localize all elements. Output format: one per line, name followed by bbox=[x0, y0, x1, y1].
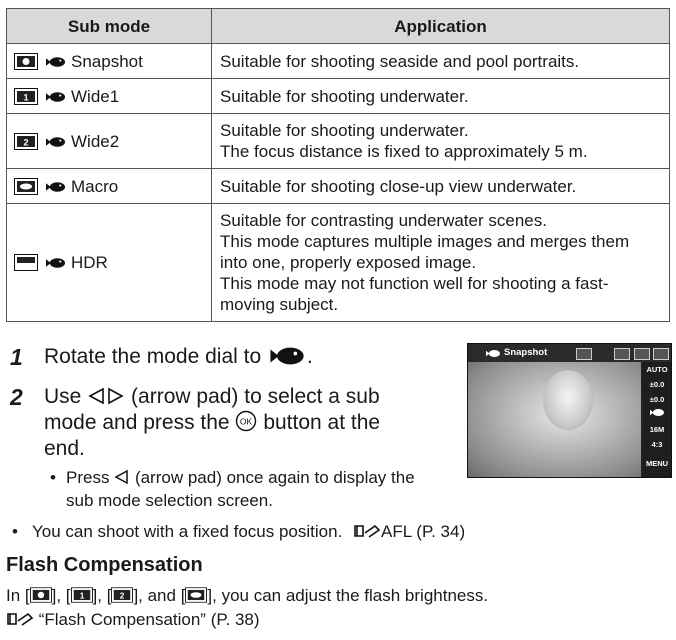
application-text: Suitable for contrasting underwater scenes. bbox=[220, 211, 547, 230]
exposure-comp-label: ±0.0 bbox=[649, 395, 665, 404]
table-row bbox=[7, 44, 670, 79]
screen-mode-title: Snapshot bbox=[504, 347, 548, 358]
wide1-mode-icon bbox=[634, 348, 650, 360]
screen-side-panel bbox=[643, 362, 671, 477]
step-number: 2 bbox=[10, 384, 23, 410]
preview-subject bbox=[543, 370, 593, 430]
section-heading: Flash Compensation bbox=[6, 554, 203, 576]
fish-icon bbox=[46, 257, 65, 269]
wide2-mode-icon bbox=[111, 587, 133, 603]
application-text: moving subject. bbox=[220, 295, 339, 314]
svg-text:1: 1 bbox=[23, 92, 29, 102]
wide2-mode-icon bbox=[653, 348, 669, 360]
step-text: Use bbox=[44, 385, 82, 408]
step-text: Rotate the mode dial to bbox=[44, 345, 262, 368]
application-text: This mode may not function well for shooting a fast- bbox=[220, 274, 609, 293]
ok-button-icon bbox=[235, 410, 257, 432]
header-sub-mode: Sub mode bbox=[7, 9, 212, 44]
reference-icon bbox=[6, 611, 34, 627]
fish-icon bbox=[46, 136, 65, 148]
step-text: (arrow pad) to select a sub bbox=[131, 385, 380, 408]
macro-mode-icon bbox=[185, 587, 207, 603]
mode-name: Wide1 bbox=[71, 86, 120, 106]
flash-comp-label: ±0.0 bbox=[649, 380, 665, 389]
mode-name: HDR bbox=[71, 253, 108, 272]
fish-icon bbox=[486, 349, 500, 358]
step-text: end. bbox=[44, 437, 85, 460]
fish-icon bbox=[46, 181, 65, 193]
fish-icon bbox=[643, 407, 671, 422]
mode-name: Snapshot bbox=[71, 51, 143, 71]
bullet-text: sub mode selection screen. bbox=[66, 491, 273, 510]
step-text: button at the bbox=[263, 411, 381, 434]
mode-name: Wide2 bbox=[71, 131, 120, 151]
application-text: Suitable for shooting underwater. bbox=[220, 86, 469, 106]
menu-label: MENU bbox=[645, 459, 669, 468]
reference-icon bbox=[353, 523, 381, 539]
snapshot-mode-icon bbox=[614, 348, 630, 360]
snapshot-mode-icon bbox=[30, 587, 52, 603]
wide1-mode-icon bbox=[71, 587, 93, 603]
flash-paragraph bbox=[6, 585, 488, 607]
mode-name: Macro bbox=[71, 176, 119, 196]
table-row bbox=[7, 204, 670, 322]
sub-mode-table bbox=[6, 8, 670, 322]
snapshot-mode-icon bbox=[14, 53, 38, 70]
svg-text:1: 1 bbox=[79, 591, 84, 601]
bullet-text: Press bbox=[66, 468, 110, 487]
table-row bbox=[7, 79, 670, 114]
svg-text:2: 2 bbox=[23, 137, 29, 147]
para-text: ], [ bbox=[51, 586, 71, 605]
flash-auto-label: AUTO bbox=[646, 365, 668, 374]
note-text: You can shoot with a fixed focus position. bbox=[32, 522, 343, 541]
hdr-mode-icon bbox=[576, 348, 592, 360]
camera-screen-illustration bbox=[467, 343, 672, 478]
bullet-text: (arrow pad) once again to display the bbox=[134, 468, 415, 487]
wide2-mode-icon bbox=[14, 133, 38, 150]
macro-mode-icon bbox=[14, 178, 38, 195]
wide1-mode-icon bbox=[14, 88, 38, 105]
svg-text:2: 2 bbox=[120, 591, 125, 601]
header-application: Application bbox=[212, 9, 670, 44]
table-row bbox=[7, 114, 670, 169]
screen-top-bar bbox=[468, 344, 671, 362]
application-text: Suitable for shooting seaside and pool portraits. bbox=[220, 51, 580, 71]
application-text: into one, properly exposed image. bbox=[220, 253, 477, 272]
step-number: 1 bbox=[10, 344, 23, 370]
application-text: Suitable for shooting underwater. bbox=[220, 121, 469, 140]
fish-icon bbox=[46, 91, 65, 103]
step-text: mode and press the bbox=[44, 411, 230, 434]
table-row bbox=[7, 169, 670, 204]
application-text: The focus distance is fixed to approximately 5 m. bbox=[220, 142, 588, 161]
para-text: ], you can adjust the flash brightness. bbox=[207, 586, 489, 605]
hdr-mode-icon bbox=[14, 254, 38, 271]
application-text: This mode captures multiple images and merges them bbox=[220, 232, 630, 251]
note-reference[interactable]: AFL (P. 34) bbox=[381, 522, 466, 541]
step-text-end: . bbox=[306, 345, 313, 368]
underwater-mode-icon bbox=[267, 346, 307, 366]
aspect-ratio-label: 4:3 bbox=[651, 440, 663, 449]
arrow-left-icon bbox=[114, 469, 130, 485]
para-text: ], and [ bbox=[133, 586, 186, 605]
flash-reference[interactable]: “Flash Compensation” (P. 38) bbox=[38, 610, 260, 629]
arrow-pad-left-right-icon bbox=[87, 387, 125, 405]
para-text: ], [ bbox=[92, 586, 112, 605]
fish-icon bbox=[46, 56, 65, 68]
image-size-label: 16M bbox=[649, 425, 665, 434]
svg-text:OK: OK bbox=[240, 416, 253, 427]
flash-reference-line bbox=[6, 609, 260, 631]
application-text: Suitable for shooting close-up view underwater. bbox=[220, 176, 577, 196]
para-text: In [ bbox=[6, 586, 30, 605]
